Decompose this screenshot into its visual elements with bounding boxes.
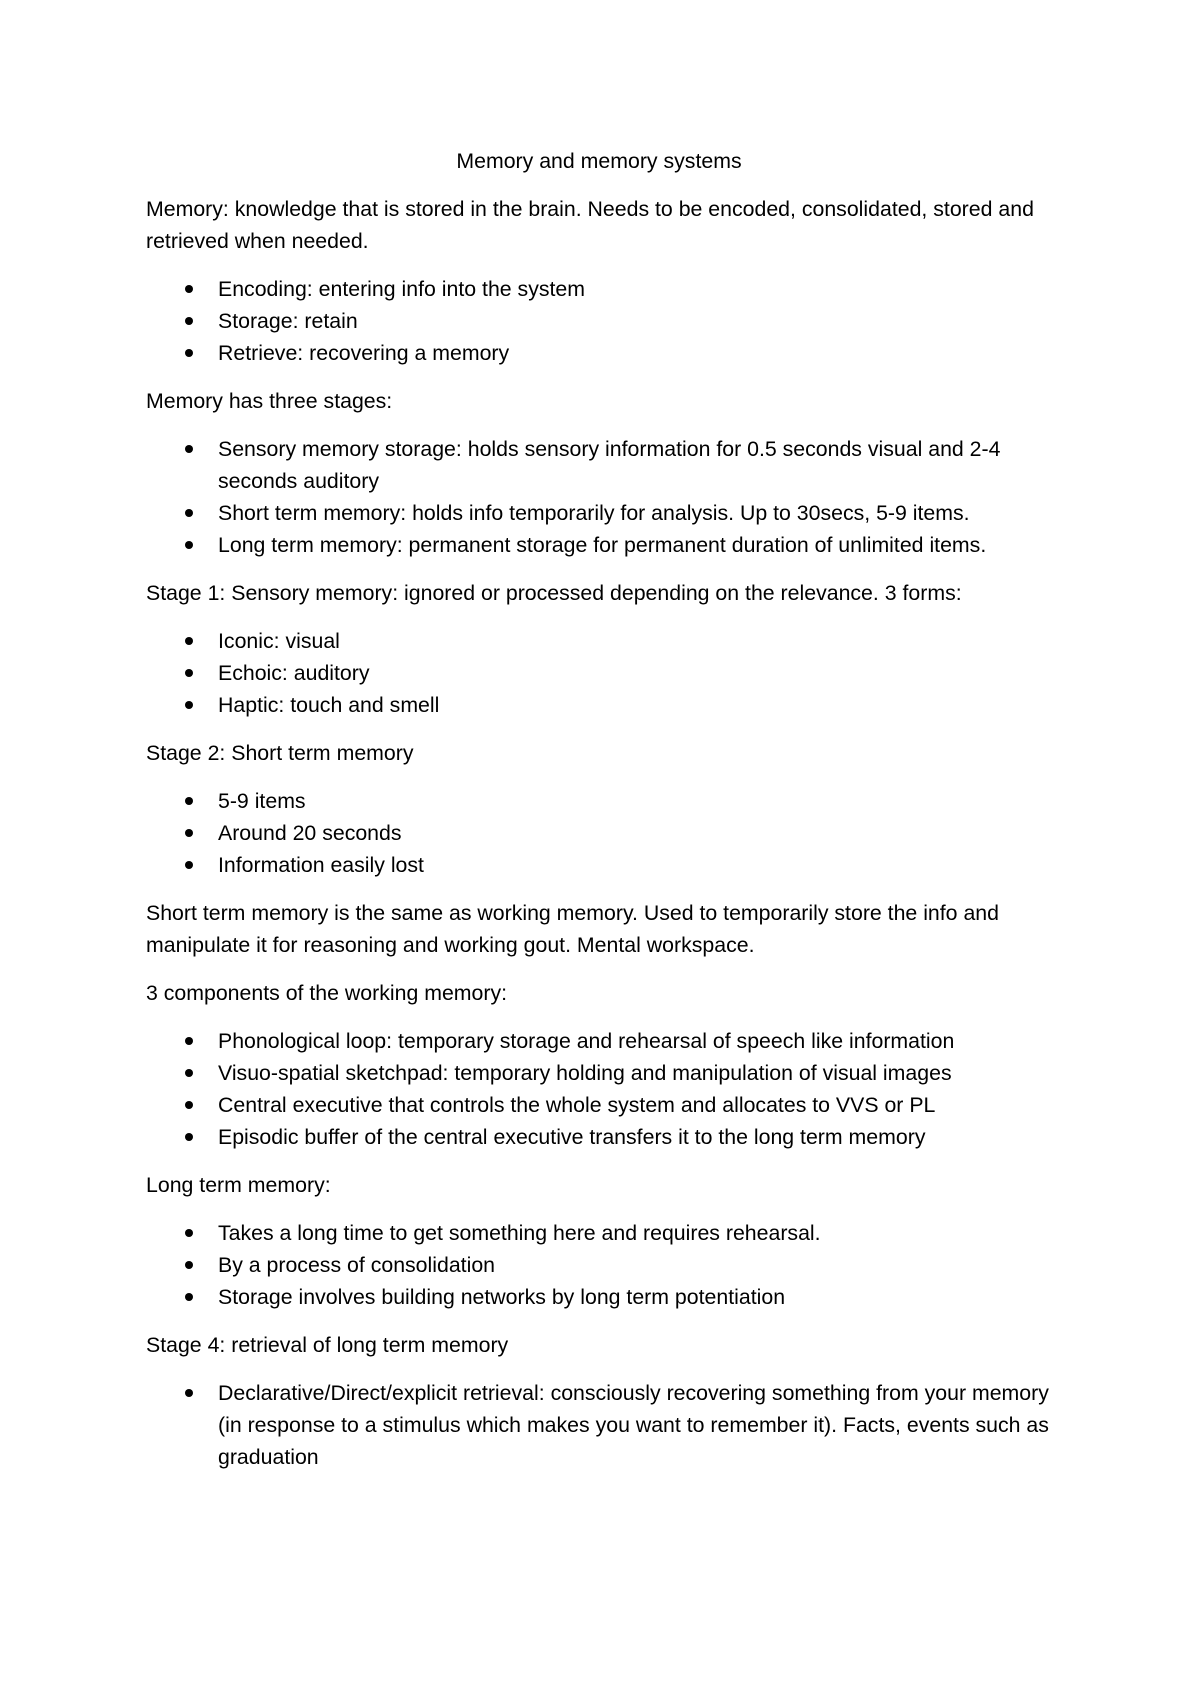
list-item: Information easily lost — [146, 849, 1076, 881]
section-memory-definition: Memory: knowledge that is stored in the brain. Needs to be encoded, consolidated, stored and retrieved when needed. — [146, 197, 1034, 253]
section-stage-2-short-term: Stage 2: Short term memory — [146, 741, 414, 765]
bullet-icon — [185, 1101, 193, 1109]
document-title: Memory and memory systems — [456, 149, 742, 173]
bullet-icon — [185, 861, 193, 869]
list-item: Haptic: touch and smell — [146, 689, 1076, 721]
bullet-icon — [185, 509, 193, 517]
list-item: Echoic: auditory — [146, 657, 1076, 689]
bullet-icon — [185, 701, 193, 709]
list-item: Visuo-spatial sketchpad: temporary holding and manipulation of visual images — [146, 1057, 1076, 1089]
list-item: By a process of consolidation — [146, 1249, 1076, 1281]
list-item: Iconic: visual — [146, 625, 1076, 657]
bullet-icon — [185, 285, 193, 293]
list-item: 5-9 items — [146, 785, 1076, 817]
bullet-icon — [185, 1293, 193, 1301]
section-working-memory-components: 3 components of the working memory: — [146, 981, 508, 1005]
section-three-stages: Memory has three stages: — [146, 389, 393, 413]
section-stage-4-retrieval: Stage 4: retrieval of long term memory — [146, 1333, 509, 1357]
bullet-list-memory-processes — [146, 273, 1076, 369]
list-item: Short term memory: holds info temporarily for analysis. Up to 30secs, 5-9 items. — [146, 497, 1076, 529]
list-item: Retrieve: recovering a memory — [146, 337, 1076, 369]
list-item: Central executive that controls the whole system and allocates to VVS or PL — [146, 1089, 1076, 1121]
bullet-icon — [185, 1133, 193, 1141]
bullet-icon — [185, 1389, 193, 1397]
bullet-icon — [185, 797, 193, 805]
bullet-icon — [185, 317, 193, 325]
section-working-memory: Short term memory is the same as working memory. Used to temporarily store the info and manipulate it for reasoning and working gout. Mental workspace. — [146, 901, 999, 957]
list-item: Takes a long time to get something here and requires rehearsal. — [146, 1217, 1076, 1249]
list-item: Declarative/Direct/explicit retrieval: consciously recovering something from your memory (in response to a stimulus which makes you want to remember it). Facts, events such as graduation — [146, 1377, 1076, 1473]
document-body — [146, 145, 1076, 1489]
bullet-list-short-term — [146, 785, 1076, 881]
list-item: Encoding: entering info into the system — [146, 273, 1076, 305]
bullet-icon — [185, 1229, 193, 1237]
bullet-icon — [185, 445, 193, 453]
bullet-icon — [185, 541, 193, 549]
list-item: Episodic buffer of the central executive transfers it to the long term memory — [146, 1121, 1076, 1153]
bullet-icon — [185, 829, 193, 837]
bullet-icon — [185, 1261, 193, 1269]
bullet-icon — [185, 637, 193, 645]
list-item: Storage involves building networks by long term potentiation — [146, 1281, 1076, 1313]
section-stage-1-sensory: Stage 1: Sensory memory: ignored or processed depending on the relevance. 3 forms: — [146, 581, 962, 605]
bullet-icon — [185, 669, 193, 677]
bullet-list-working-memory-components — [146, 1025, 1076, 1153]
bullet-icon — [185, 1069, 193, 1077]
bullet-list-stages — [146, 433, 1076, 561]
bullet-list-retrieval — [146, 1377, 1076, 1473]
bullet-list-long-term — [146, 1217, 1076, 1313]
list-item: Around 20 seconds — [146, 817, 1076, 849]
section-long-term-memory: Long term memory: — [146, 1173, 331, 1197]
bullet-icon — [185, 1037, 193, 1045]
bullet-icon — [185, 349, 193, 357]
list-item: Phonological loop: temporary storage and rehearsal of speech like information — [146, 1025, 1076, 1057]
list-item: Storage: retain — [146, 305, 1076, 337]
list-item: Sensory memory storage: holds sensory information for 0.5 seconds visual and 2-4 seconds auditory — [146, 433, 1076, 497]
bullet-list-sensory-forms — [146, 625, 1076, 721]
list-item: Long term memory: permanent storage for permanent duration of unlimited items. — [146, 529, 1076, 561]
